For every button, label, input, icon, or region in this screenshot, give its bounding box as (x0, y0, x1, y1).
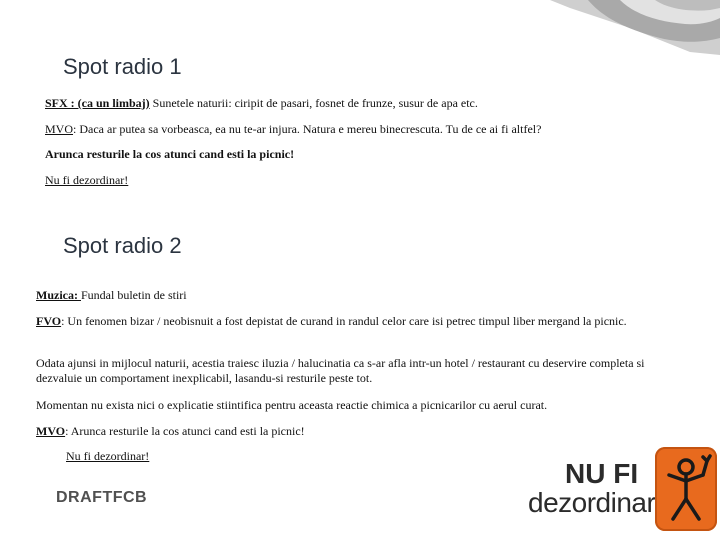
campaign-badge-icon (655, 447, 717, 531)
agency-logo: DRAFTFCB (56, 489, 148, 506)
spot2-mvo-label: MVO (36, 424, 66, 438)
spot1-sfx-text: Sunetele naturii: ciripit de pasari, fosnet de frunze, susur de apa etc. (149, 96, 478, 110)
spot2-fvo-line (36, 314, 686, 329)
spot2-muzica-label: Muzica: (36, 288, 81, 302)
spot2-muzica-line (36, 288, 686, 303)
spot2-muzica-text: Fundal buletin de stiri (80, 288, 187, 302)
spot1-mvo-line (45, 122, 685, 137)
spot1-tagline (45, 173, 685, 188)
spot1-title: Spot radio 1 (63, 54, 182, 79)
stick-figure-icon (655, 447, 717, 531)
spot1-tagline-text: Nu fi dezordinar! (45, 173, 129, 187)
campaign-logo-line1: NU FI (565, 458, 639, 489)
spot2-mvo-text: : Arunca resturile la cos atunci cand esti la picnic! (65, 424, 305, 438)
spot2-tagline (66, 449, 366, 464)
campaign-logo-line2: dezordinar (528, 487, 656, 518)
spot2-tagline-text: Nu fi dezordinar! (66, 449, 150, 463)
spot1-sfx-line (45, 96, 685, 111)
spot1-sfx-label: SFX : (ca un limbaj) (45, 96, 150, 110)
hand-photo-corner (550, 0, 720, 55)
spot1-mvo-text: : Daca ar putea sa vorbeasca, ea nu te-ar injura. Natura e mereu binecrescuta. Tu de ce ai fi altfel? (73, 122, 542, 136)
spot1-slogan-line: Arunca resturile la cos atunci cand esti la picnic! (45, 147, 295, 161)
spot2-fvo-label: FVO (36, 314, 62, 328)
spot2-odata-paragraph: Odata ajunsi in mijlocul naturii, acestia traiesc iluzia / halucinatia ca s-ar afla intr-un hotel / restaurant cu deservire completa si dezvaluie un comportament inexplicabil, lasandu-si resturile peste tot. (36, 356, 645, 385)
spot2-fvo-text: : Un fenomen bizar / neobisnuit a fost depistat de curand in randul celor care isi petrec timpul liber mergand la picnic. (61, 314, 627, 328)
spot2-mvo-line (36, 424, 686, 439)
spot2-title: Spot radio 2 (63, 233, 182, 258)
spot1-mvo-label: MVO (45, 122, 74, 136)
spot2-momentan-paragraph: Momentan nu exista nici o explicatie stiintifica pentru aceasta reactie chimica a picnicarilor cu aerul curat. (36, 398, 548, 412)
